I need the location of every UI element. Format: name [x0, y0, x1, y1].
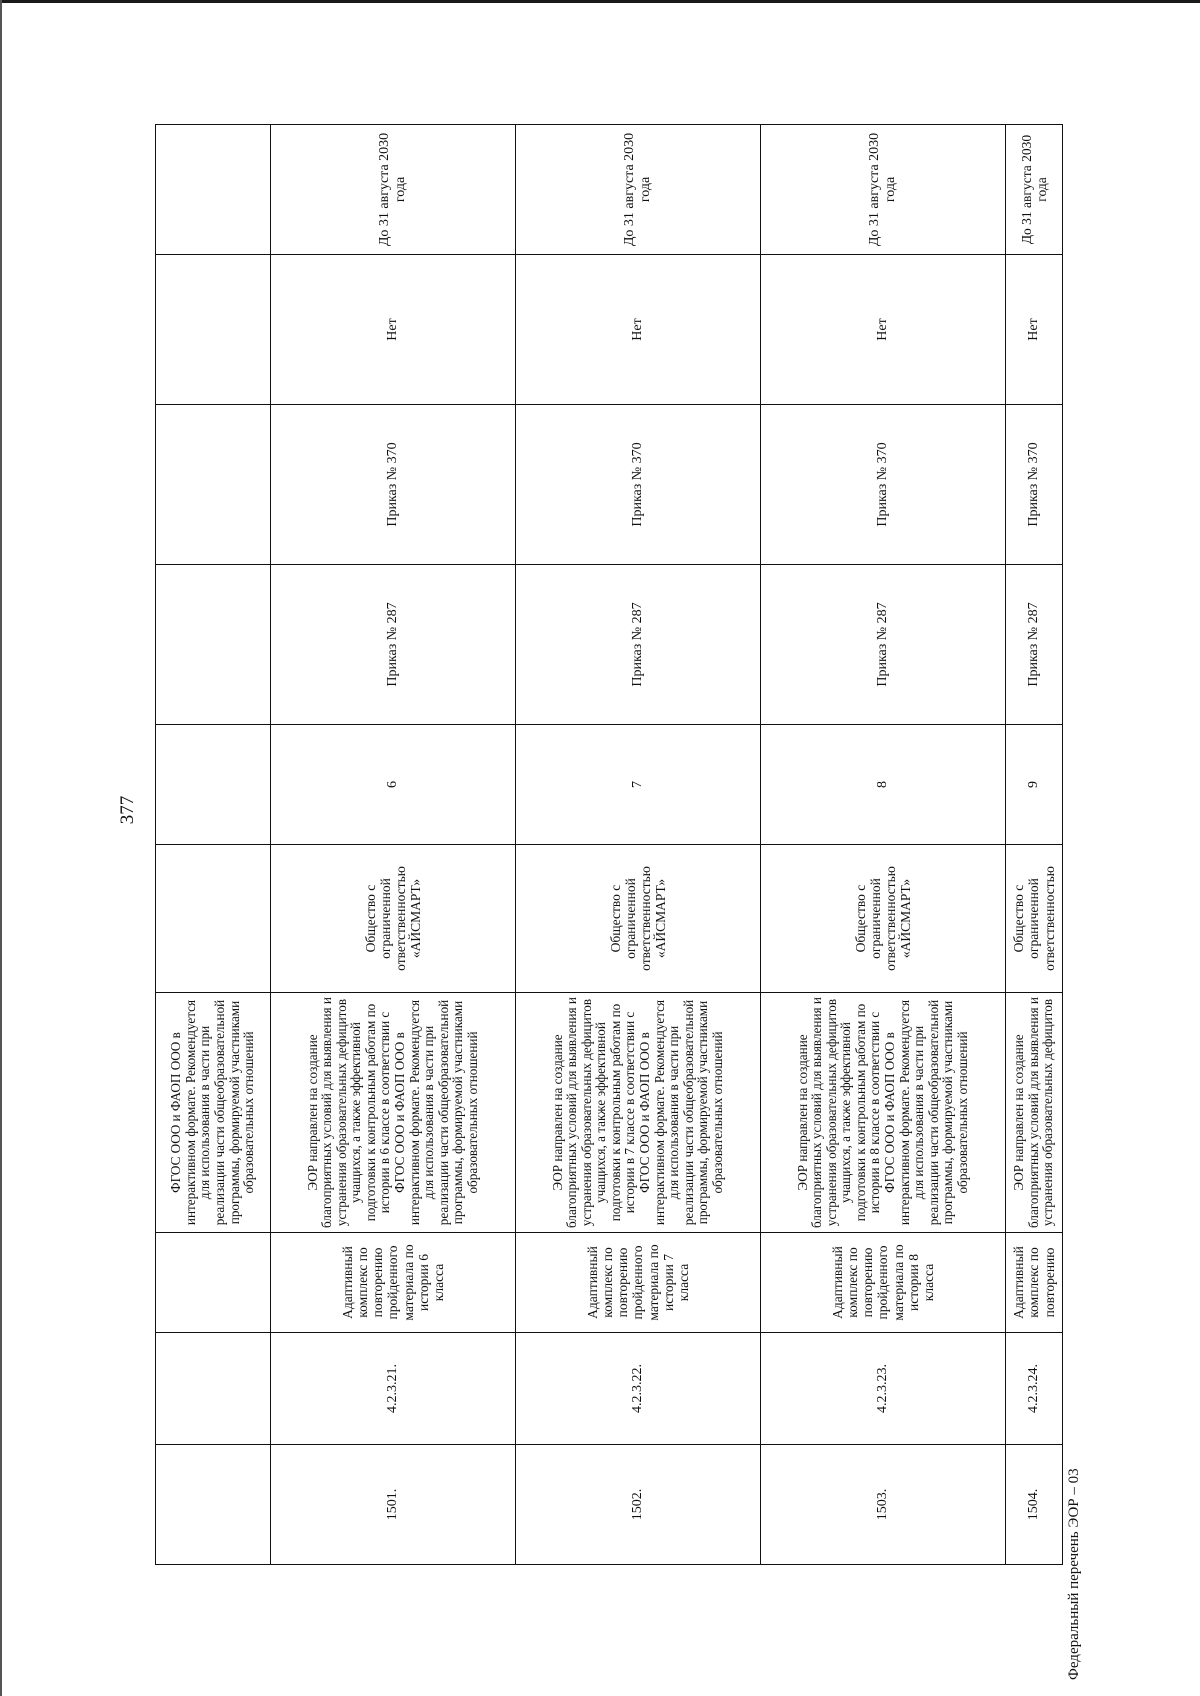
resource-name: Адаптивный комплекс по повторению пройденного материала по истории 8 класса	[761, 1233, 1006, 1333]
table-row	[1006, 125, 1063, 1565]
resource-name: Адаптивный комплекс по повторению	[1006, 1233, 1063, 1333]
resource-description: ЭОР направлен на создание благоприятных условий для выявления и устранения образовательных дефицитов	[1006, 993, 1063, 1233]
flag: Нет	[1006, 255, 1063, 405]
order-287: Приказ № 287	[271, 565, 516, 725]
resource-description: ЭОР направлен на создание благоприятных условий для выявления и устранения образовательных дефицитов учащихся, а также эффективной подготовки к контрольным работам по истории в 8 классе в соответствии с ФГОС ООО и ФАОП ООО в интерактивном формате. Рекомендуется для использования в части при реализации части общеобразовательной программы, формируемой участниками образовательных отношений	[761, 993, 1006, 1233]
footer-wrap	[1062, 1400, 1086, 1680]
row-number: 1503.	[761, 1445, 1006, 1565]
continuation-row	[156, 125, 271, 1565]
table-row	[271, 125, 516, 1565]
resource-description: ЭОР направлен на создание благоприятных условий для выявления и устранения образовательных дефицитов учащихся, а также эффективной подготовки к контрольным работам по истории в 7 классе в соответствии с ФГОС ООО и ФАОП ООО в интерактивном формате. Рекомендуется для использования в части при реализации части общеобразовательной программы, формируемой участниками образовательных отношений	[516, 993, 761, 1233]
resource-name: Адаптивный комплекс по повторению пройденного материала по истории 7 класса	[516, 1233, 761, 1333]
eor-registry-table	[155, 124, 1063, 1565]
resource-description: ЭОР направлен на создание благоприятных условий для выявления и устранения образовательных дефицитов учащихся, а также эффективной подготовки к контрольным работам по истории в 6 классе в соответствии с ФГОС ООО и ФАОП ООО в интерактивном формате. Рекомендуется для использования в части при реализации части общеобразовательной программы, формируемой участниками образовательных отношений	[271, 993, 516, 1233]
cell-empty	[156, 405, 271, 565]
order-370: Приказ № 370	[761, 405, 1006, 565]
grade: 7	[516, 725, 761, 845]
cell-empty	[156, 565, 271, 725]
row-code: 4.2.3.21.	[271, 1333, 516, 1445]
cell-empty	[156, 125, 271, 255]
row-code: 4.2.3.24.	[1006, 1333, 1063, 1445]
continuation-description: ФГОС ООО и ФАОП ООО в интерактивном формате. Рекомендуется для использования в части при реализации части общеобразовательной программы, формируемой участниками образовательных отношений	[156, 993, 271, 1233]
cell-empty	[156, 1445, 271, 1565]
scan-edge-left	[0, 0, 2, 1696]
table-row	[516, 125, 761, 1565]
organization: Общество с ограниченной ответственностью	[1006, 845, 1063, 993]
grade: 8	[761, 725, 1006, 845]
flag: Нет	[516, 255, 761, 405]
organization: Общество с ограниченной ответственностью «АЙСМАРТ»	[516, 845, 761, 993]
footer-note: Федеральный перечень ЭОР – 03	[1066, 1468, 1082, 1680]
order-370: Приказ № 370	[516, 405, 761, 565]
cell-empty	[156, 725, 271, 845]
flag: Нет	[271, 255, 516, 405]
row-code: 4.2.3.22.	[516, 1333, 761, 1445]
row-number: 1504.	[1006, 1445, 1063, 1565]
grade: 6	[271, 725, 516, 845]
row-number: 1501.	[271, 1445, 516, 1565]
registry-table-wrap	[155, 125, 1062, 1565]
organization: Общество с ограниченной ответственностью «АЙСМАРТ»	[271, 845, 516, 993]
cell-empty	[156, 1333, 271, 1445]
row-number: 1502.	[516, 1445, 761, 1565]
table-row	[761, 125, 1006, 1565]
order-287: Приказ № 287	[516, 565, 761, 725]
valid-until: До 31 августа 2030 года	[1006, 125, 1063, 255]
flag: Нет	[761, 255, 1006, 405]
order-287: Приказ № 287	[761, 565, 1006, 725]
valid-until: До 31 августа 2030 года	[516, 125, 761, 255]
order-370: Приказ № 370	[1006, 405, 1063, 565]
scan-edge-top	[0, 0, 1200, 3]
grade: 9	[1006, 725, 1063, 845]
row-code: 4.2.3.23.	[761, 1333, 1006, 1445]
page-number: 377	[117, 795, 138, 825]
cell-empty	[156, 255, 271, 405]
order-370: Приказ № 370	[271, 405, 516, 565]
resource-name: Адаптивный комплекс по повторению пройденного материала по истории 6 класса	[271, 1233, 516, 1333]
organization: Общество с ограниченной ответственностью «АЙСМАРТ»	[761, 845, 1006, 993]
cell-empty	[156, 1233, 271, 1333]
order-287: Приказ № 287	[1006, 565, 1063, 725]
valid-until: До 31 августа 2030 года	[761, 125, 1006, 255]
valid-until: До 31 августа 2030 года	[271, 125, 516, 255]
cell-empty	[156, 845, 271, 993]
